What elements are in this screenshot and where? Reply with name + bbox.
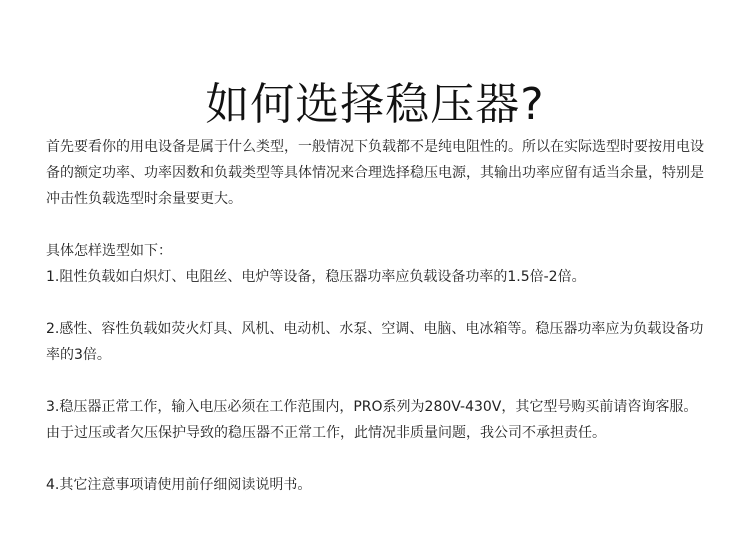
intro-paragraph: 首先要看你的用电设备是属于什么类型，一般情况下负载都不是纯电阻性的。所以在实际选型时要按用电设备的额定功率、功率因数和负载类型等具体情况来合理选择稳压电源，其输出功率应留有适当余量，特别是冲击性负载选型时余量要更大。	[46, 139, 704, 207]
paragraph-spacer	[46, 368, 710, 394]
selection-heading: 具体怎样选型如下：	[46, 243, 172, 259]
list-item-inductive-load: 2.感性、容性负载如荧火灯具、风机、电动机、水泵、空调、电脑、电冰箱等。稳压器功率应为负载设备功率的3倍。	[46, 321, 704, 363]
paragraph-spacer	[46, 212, 710, 238]
page-title: 如何选择稳压器?	[205, 79, 545, 131]
paragraph-spacer	[46, 446, 710, 472]
list-item-manual-note: 4.其它注意事项请使用前仔细阅读说明书。	[46, 477, 312, 493]
list-item-voltage-range: 3.稳压器正常工作，输入电压必须在工作范围内，PRO系列为280V-430V，其它型号购买前请咨询客服。由于过压或者欠压保护导致的稳压器不正常工作，此情况非质量问题，我公司不承担责任。	[46, 399, 698, 441]
list-item-resistive-load: 1.阻性负载如白炽灯、电阻丝、电炉等设备，稳压器功率应负载设备功率的1.5倍-2倍。	[46, 269, 586, 285]
article-body	[46, 134, 710, 498]
paragraph-spacer	[46, 290, 710, 316]
